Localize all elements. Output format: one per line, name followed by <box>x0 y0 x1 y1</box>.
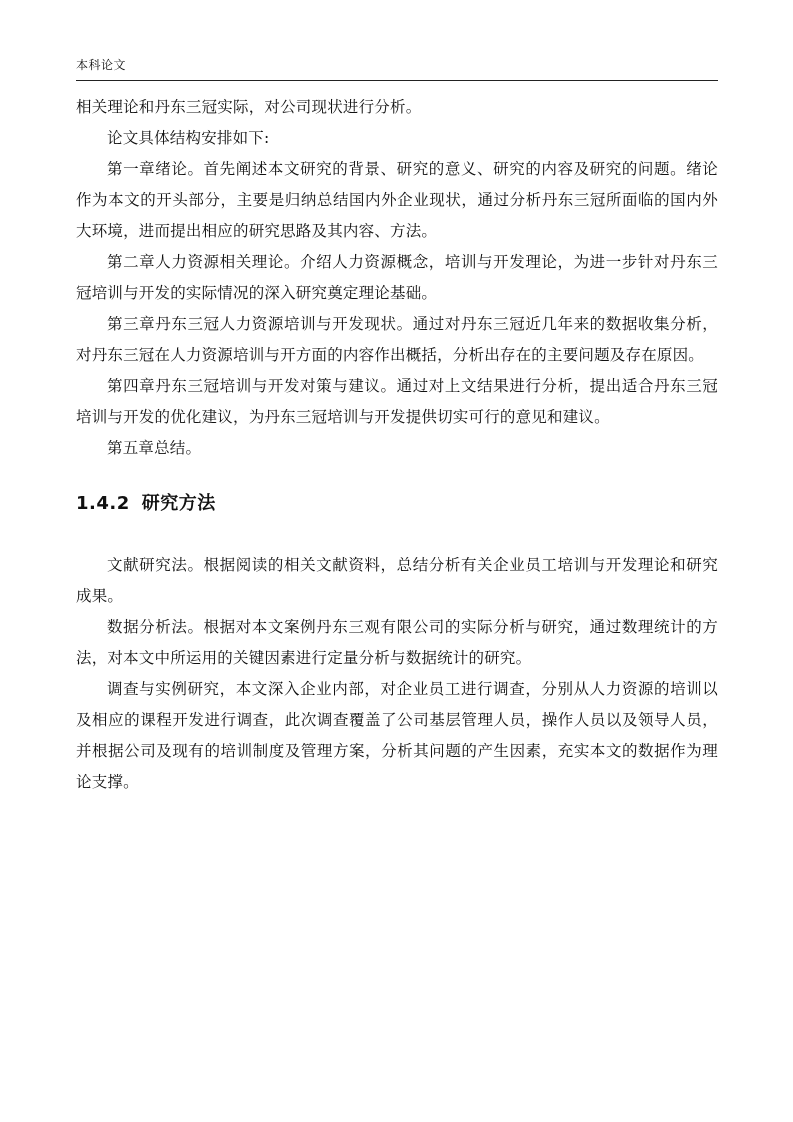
section-number: 1.4.2 <box>76 493 130 514</box>
paragraph: 第二章人力资源相关理论。介绍人力资源概念，培训与开发理论，为进一步针对丹东三冠培训与开发的实际情况的深入研究奠定理论基础。 <box>76 253 718 302</box>
paragraph: 论文具体结构安排如下: <box>107 129 270 147</box>
document-body <box>76 92 718 798</box>
paragraph: 第五章总结。 <box>107 439 202 457</box>
paragraph: 数据分析法。根据对本文案例丹东三观有限公司的实际分析与研究，通过数理统计的方法，对本文中所运用的关键因素进行定量分析与数据统计的研究。 <box>76 618 718 667</box>
paragraph: 文献研究法。根据阅读的相关文献资料，总结分析有关企业员工培训与开发理论和研究成果。 <box>76 556 718 605</box>
paragraph: 第四章丹东三冠培训与开发对策与建议。通过对上文结果进行分析，提出适合丹东三冠培训与开发的优化建议，为丹东三冠培训与开发提供切实可行的意见和建议。 <box>76 377 718 426</box>
paragraph: 调查与实例研究，本文深入企业内部，对企业员工进行调查，分别从人力资源的培训以及相应的课程开发进行调查，此次调查覆盖了公司基层管理人员，操作人员以及领导人员，并根据公司及现有的培训制度及管理方案，分析其问题的产生因素，充实本文的数据作为理论支撑。 <box>76 680 718 791</box>
paragraph: 第一章绪论。首先阐述本文研究的背景、研究的意义、研究的内容及研究的问题。绪论作为本文的开头部分，主要是归纳总结国内外企业现状，通过分析丹东三冠所面临的国内外大环境，进而提出相应的研究思路及其内容、方法。 <box>76 160 718 240</box>
paragraph: 第三章丹东三冠人力资源培训与开发现状。通过对丹东三冠近几年来的数据收集分析，对丹东三冠在人力资源培训与开方面的内容作出概括，分析出存在的主要问题及存在原因。 <box>76 315 718 364</box>
running-header: 本科论文 <box>76 58 127 72</box>
paragraph: 相关理论和丹东三冠实际，对公司现状进行分析。 <box>76 98 422 116</box>
header-rule <box>76 80 718 81</box>
section-title: 研究方法 <box>141 493 216 514</box>
section-heading <box>76 490 718 518</box>
